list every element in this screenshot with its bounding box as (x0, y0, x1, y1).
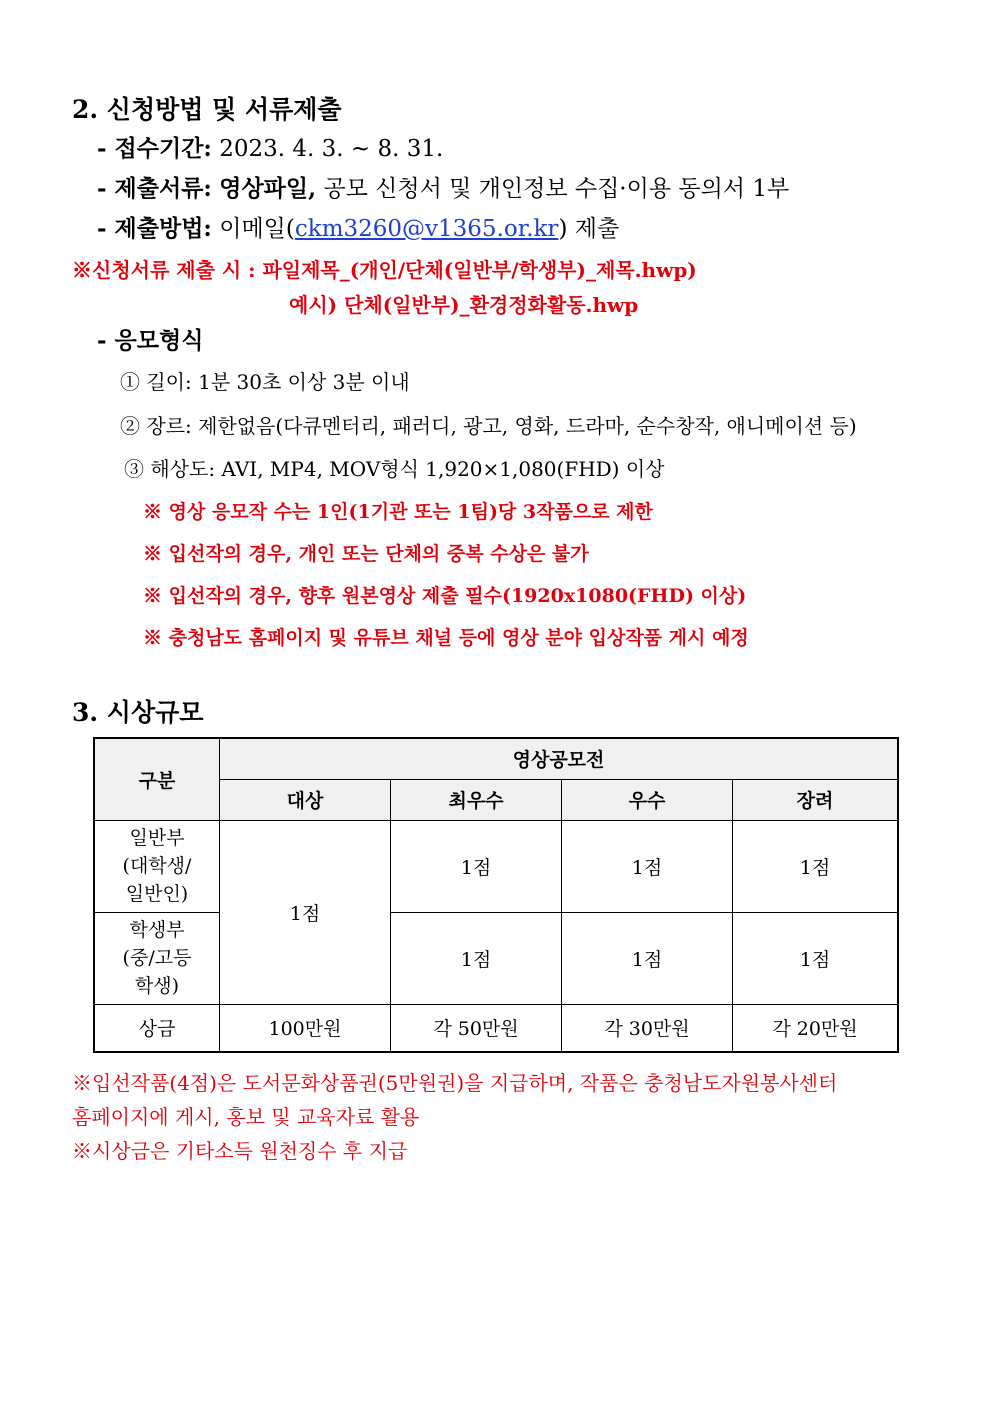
student-merit-count: 1점 (562, 912, 733, 1004)
footnote-line: ※시상금은 기타소득 원천징수 후 지급 (72, 1139, 408, 1163)
header-excellence: 최우수 (391, 779, 562, 820)
row-label-line: 학생) (134, 975, 180, 997)
notice-line-1: ※신청서류 제출 시 : 파일제목_(개인/단체(일반부/학생부)_제목.hwp) (72, 258, 697, 282)
period-label: - 접수기간: (97, 135, 212, 162)
header-merit: 우수 (562, 779, 733, 820)
period-value: 2023. 4. 3. ~ 8. 31. (219, 136, 444, 162)
period-row (97, 130, 443, 163)
format-item-length: ① 길이: 1분 30초 이상 3분 이내 (120, 370, 410, 394)
notice-line-2: 예시) 단체(일반부)_환경정화활동.hwp (289, 293, 639, 317)
money-excellence: 각 50만원 (391, 1004, 562, 1052)
note-posting: ※ 충청남도 홈페이지 및 유튜브 채널 등에 영상 분야 입상작품 게시 예정 (143, 627, 749, 649)
footnote-line: ※입선작품(4점)은 도서문화상품권(5만원권)을 지급하며, 작품은 충청남도자원봉사센터 (72, 1071, 838, 1095)
general-excellence-count: 1점 (391, 820, 562, 912)
table-row-general (94, 820, 898, 912)
header-group: 영상공모전 (220, 738, 899, 779)
row-label-line: 학생부 (129, 919, 185, 941)
money-label: 상금 (94, 1004, 220, 1052)
table-row-student (94, 912, 898, 1004)
docs-bold: 영상파일, (219, 175, 317, 202)
format-item-resolution: ③ 해상도: AVI, MP4, MOV형식 1,920×1,080(FHD) 이상 (124, 457, 665, 481)
note-limit: ※ 영상 응모작 수는 1인(1기관 또는 1팀)당 3작품으로 제한 (143, 501, 653, 523)
table-row-money (94, 1004, 898, 1052)
grand-prize-count: 1점 (220, 820, 391, 1004)
header-encouragement: 장려 (733, 779, 899, 820)
prize-table (93, 737, 899, 1053)
general-encouragement-count: 1점 (733, 820, 899, 912)
general-merit-count: 1점 (562, 820, 733, 912)
student-encouragement-count: 1점 (733, 912, 899, 1004)
docs-value: 공모 신청서 및 개인정보 수집·이용 동의서 1부 (323, 176, 790, 202)
format-title: - 응모형식 (97, 327, 204, 354)
money-encouragement: 각 20만원 (733, 1004, 899, 1052)
method-suffix: ) 제출 (558, 216, 620, 242)
row-label-line: 일반부 (129, 827, 185, 849)
row-label-line: (중/고등 (122, 947, 192, 969)
footnotes (72, 1066, 837, 1168)
row-label-line: (대학생/ (122, 855, 192, 877)
header-grand: 대상 (220, 779, 391, 820)
row-label-line: 일반인) (125, 883, 189, 905)
email-link[interactable]: ckm3260@v1365.or.kr (294, 216, 559, 242)
method-row (97, 210, 619, 243)
section2-title: 2. 신청방법 및 서류제출 (72, 95, 342, 124)
docs-label: - 제출서류: (97, 175, 212, 202)
row-label-student (94, 912, 220, 1004)
row-label-general (94, 820, 220, 912)
method-prefix: 이메일( (219, 216, 295, 242)
note-duplicate: ※ 입선작의 경우, 개인 또는 단체의 중복 수상은 불가 (143, 543, 589, 565)
money-merit: 각 30만원 (562, 1004, 733, 1052)
method-label: - 제출방법: (97, 215, 212, 242)
section3-title: 3. 시상규모 (72, 698, 204, 727)
money-grand: 100만원 (220, 1004, 391, 1052)
student-excellence-count: 1점 (391, 912, 562, 1004)
note-original: ※ 입선작의 경우, 향후 원본영상 제출 필수(1920x1080(FHD) 이상) (143, 585, 747, 607)
docs-row (97, 170, 789, 203)
footnote-line: 홈페이지에 게시, 홍보 및 교육자료 활용 (72, 1105, 420, 1129)
header-category: 구분 (94, 738, 220, 820)
format-item-genre: ② 장르: 제한없음(다큐멘터리, 패러디, 광고, 영화, 드라마, 순수창작, 애니메이션 등) (120, 414, 857, 438)
